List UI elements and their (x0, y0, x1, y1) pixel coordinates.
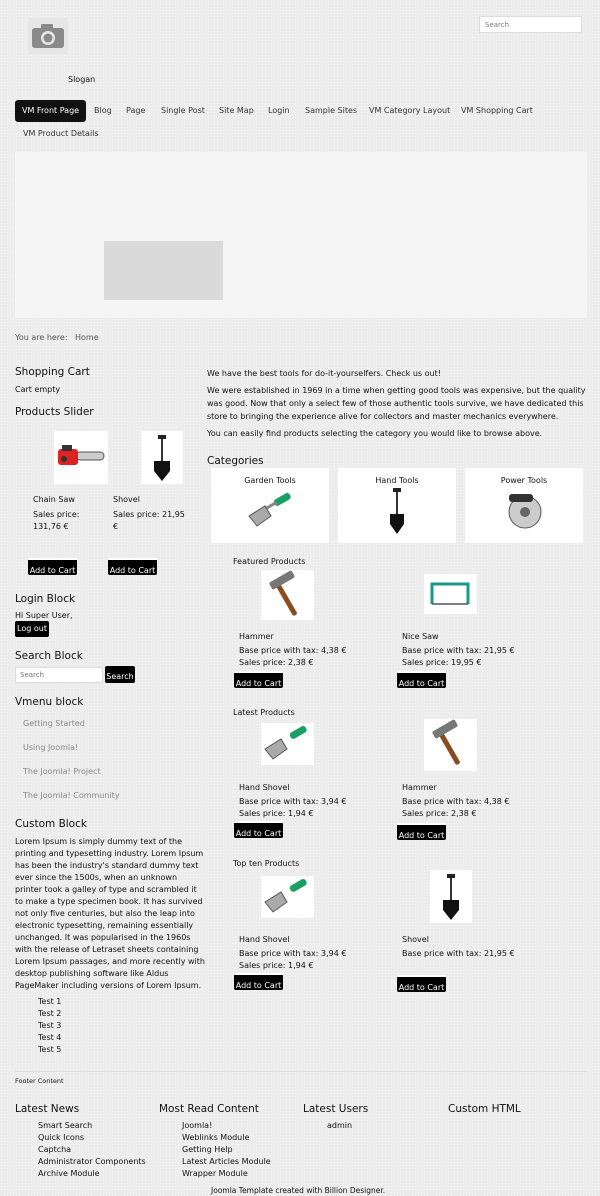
intro-paragraph: You can easily find products selecting the category you would like to browse above. (207, 429, 543, 438)
category-label: Hand Tools (375, 476, 419, 485)
footer-divider (15, 1071, 587, 1072)
footer-link[interactable]: Getting Help (182, 1145, 233, 1154)
product-base-price: Base price with tax: 3,94 € (239, 949, 347, 958)
list-item: Test 4 (38, 1033, 62, 1042)
list-item: Test 5 (38, 1045, 62, 1054)
footer-link[interactable]: Latest Articles Module (182, 1157, 271, 1166)
breadcrumb-home-link[interactable]: Home (75, 333, 99, 342)
hammer-image[interactable] (261, 570, 314, 620)
shovel-slider-image[interactable] (141, 431, 183, 484)
latest-news-title: Latest News (15, 1103, 80, 1115)
hand-shovel-image[interactable] (261, 876, 314, 918)
featured-products-title: Featured Products (233, 557, 306, 566)
slider-item-price-label: Sales price: (33, 510, 80, 519)
footer-link[interactable]: Joomla! (182, 1121, 213, 1130)
footer-content: Footer Content (15, 1077, 64, 1085)
footer-link[interactable]: Administrator Components (38, 1157, 146, 1166)
product-sales-price: Sales price: 2,38 € (239, 658, 314, 667)
search-block-title: Search Block (15, 650, 83, 662)
product-sales-price: Sales price: 19,95 € (402, 658, 482, 667)
vmenu-item[interactable]: Using Joomla! (23, 743, 79, 752)
vmenu-item[interactable]: Getting Started (23, 719, 85, 728)
footer-link[interactable]: Weblinks Module (182, 1133, 250, 1142)
footer-link[interactable]: Wrapper Module (182, 1169, 248, 1178)
slider-item-price-label: Sales price: 21,95 (113, 510, 185, 519)
product-name[interactable]: Hand Shovel (239, 935, 290, 944)
site-slogan: Slogan (68, 75, 96, 84)
product-name[interactable]: Hand Shovel (239, 783, 290, 792)
hammer-image[interactable] (424, 719, 477, 771)
nice-saw-image[interactable] (424, 574, 477, 614)
product-base-price: Base price with tax: 21,95 € (402, 949, 515, 958)
top-ten-products-title: Top ten Products (233, 859, 300, 868)
custom-block-text: Lorem Ipsum is simply dummy text of the printing and typesetting industry. Lorem Ipsum has been the industry's standard dummy text ever since the 1500s, when an unknown printer took a galley of type and scrambled it to make a type specimen book. It has survived not only five centuries, but also the leap into electronic typesetting, remaining essentially unchanged. It was popularised in the 1960s with the release of Letraset sheets containing Lorem Ipsum passages, and more recently with desktop publishing software like Aldus PageMaker including versions of Lorem Ipsum. (15, 837, 205, 990)
nav-item-vm-category-layout[interactable]: VM Category Layout (369, 106, 451, 115)
shovel-image[interactable] (430, 870, 472, 923)
nav-item-vm-front-page[interactable]: VM Front Page (15, 100, 86, 122)
product-sales-price: Sales price: 2,38 € (402, 809, 477, 818)
nav-item-site-map[interactable]: Site Map (219, 106, 254, 115)
add-to-cart-button[interactable]: Add to Cart (108, 558, 157, 575)
category-label: Garden Tools (244, 476, 296, 485)
latest-products-title: Latest Products (233, 708, 295, 717)
slider-item-name[interactable]: Shovel (113, 495, 140, 504)
product-name[interactable]: Hammer (239, 632, 274, 641)
footer-link[interactable]: Captcha (38, 1145, 72, 1154)
vmenu-block-title: Vmenu block (15, 696, 84, 708)
nav-item-vm-shopping-cart[interactable]: VM Shopping Cart (461, 106, 533, 115)
slider-item-name[interactable]: Chain Saw (33, 495, 75, 504)
vmenu-item[interactable]: The Joomla! Project (23, 767, 101, 776)
footer-link[interactable]: Archive Module (38, 1169, 100, 1178)
add-to-cart-button[interactable]: Add to Cart (234, 821, 283, 838)
search-button[interactable]: Search (105, 666, 135, 683)
category-hand-tools[interactable] (338, 468, 456, 543)
shopping-cart-title: Shopping Cart (15, 366, 90, 378)
breadcrumb-label: You are here: (15, 333, 68, 342)
latest-users-title: Latest Users (303, 1103, 369, 1115)
add-to-cart-button[interactable]: Add to Cart (28, 558, 77, 575)
header-search-input[interactable] (479, 16, 582, 33)
banner-placeholder-image (104, 241, 223, 300)
product-name[interactable]: Hammer (402, 783, 437, 792)
slider-item-price: € (113, 522, 119, 531)
add-to-cart-button[interactable]: Add to Cart (397, 975, 446, 992)
product-sales-price: Sales price: 1,94 € (239, 809, 314, 818)
footer-user-link[interactable]: admin (327, 1121, 353, 1130)
custom-block-title: Custom Block (15, 818, 87, 830)
footer-link[interactable]: Quick Icons (38, 1133, 85, 1142)
add-to-cart-button[interactable]: Add to Cart (234, 973, 283, 990)
add-to-cart-button[interactable]: Add to Cart (397, 823, 446, 840)
list-item: Test 1 (38, 997, 62, 1006)
add-to-cart-button[interactable]: Add to Cart (397, 671, 446, 688)
products-slider-title: Products Slider (15, 406, 94, 418)
nav-item-sample-sites[interactable]: Sample Sites (305, 106, 358, 115)
product-name[interactable]: Nice Saw (402, 632, 439, 641)
list-item: Test 3 (38, 1021, 62, 1030)
intro-paragraph: We have the best tools for do-it-yourselfers. Check us out! (207, 369, 441, 378)
chain-saw-image[interactable] (54, 431, 108, 484)
nav-item-vm-product-details[interactable]: VM Product Details (23, 129, 99, 138)
footer-link[interactable]: Smart Search (38, 1121, 93, 1130)
categories-title: Categories (207, 455, 264, 467)
slider-item-price: 131,76 € (33, 522, 69, 531)
logout-button[interactable]: Log out (15, 621, 49, 637)
vmenu-item[interactable]: The Joomla! Community (23, 791, 120, 800)
category-label: Power Tools (500, 476, 548, 485)
sidebar-search-input[interactable] (15, 667, 103, 683)
nav-item-blog[interactable]: Blog (94, 106, 112, 115)
nav-item-page[interactable]: Page (126, 106, 146, 115)
add-to-cart-button[interactable]: Add to Cart (234, 671, 283, 688)
logo-camera-icon[interactable] (28, 18, 68, 54)
product-sales-price: Sales price: 1,94 € (239, 961, 314, 970)
category-power-tools[interactable] (465, 468, 583, 543)
hand-shovel-image[interactable] (261, 723, 314, 765)
nav-item-single-post[interactable]: Single Post (161, 106, 205, 115)
product-base-price: Base price with tax: 21,95 € (402, 646, 515, 655)
product-base-price: Base price with tax: 4,38 € (239, 646, 347, 655)
product-name[interactable]: Shovel (402, 935, 429, 944)
list-item: Test 2 (38, 1009, 62, 1018)
banner-slideshow (15, 152, 587, 318)
login-block-title: Login Block (15, 593, 76, 605)
product-base-price: Base price with tax: 3,94 € (239, 797, 347, 806)
footer-credit: Joomla Template created with Billion Designer. (211, 1186, 386, 1195)
nav-item-login[interactable]: Login (268, 106, 290, 115)
intro-paragraph: We were established in 1969 in a time when getting good tools was expensive, but the quality was good. Now that only a select few of those authentic tools survive, we have dedicated this store to bringing the experience alive for collectors and master mechanics everywhere. (207, 386, 586, 421)
login-greeting: Hi Super User, (15, 611, 73, 620)
category-garden-tools[interactable] (211, 468, 329, 543)
custom-html-title: Custom HTML (448, 1103, 521, 1115)
most-read-title: Most Read Content (159, 1103, 259, 1115)
product-base-price: Base price with tax: 4,38 € (402, 797, 510, 806)
cart-status: Cart empty (15, 385, 61, 394)
